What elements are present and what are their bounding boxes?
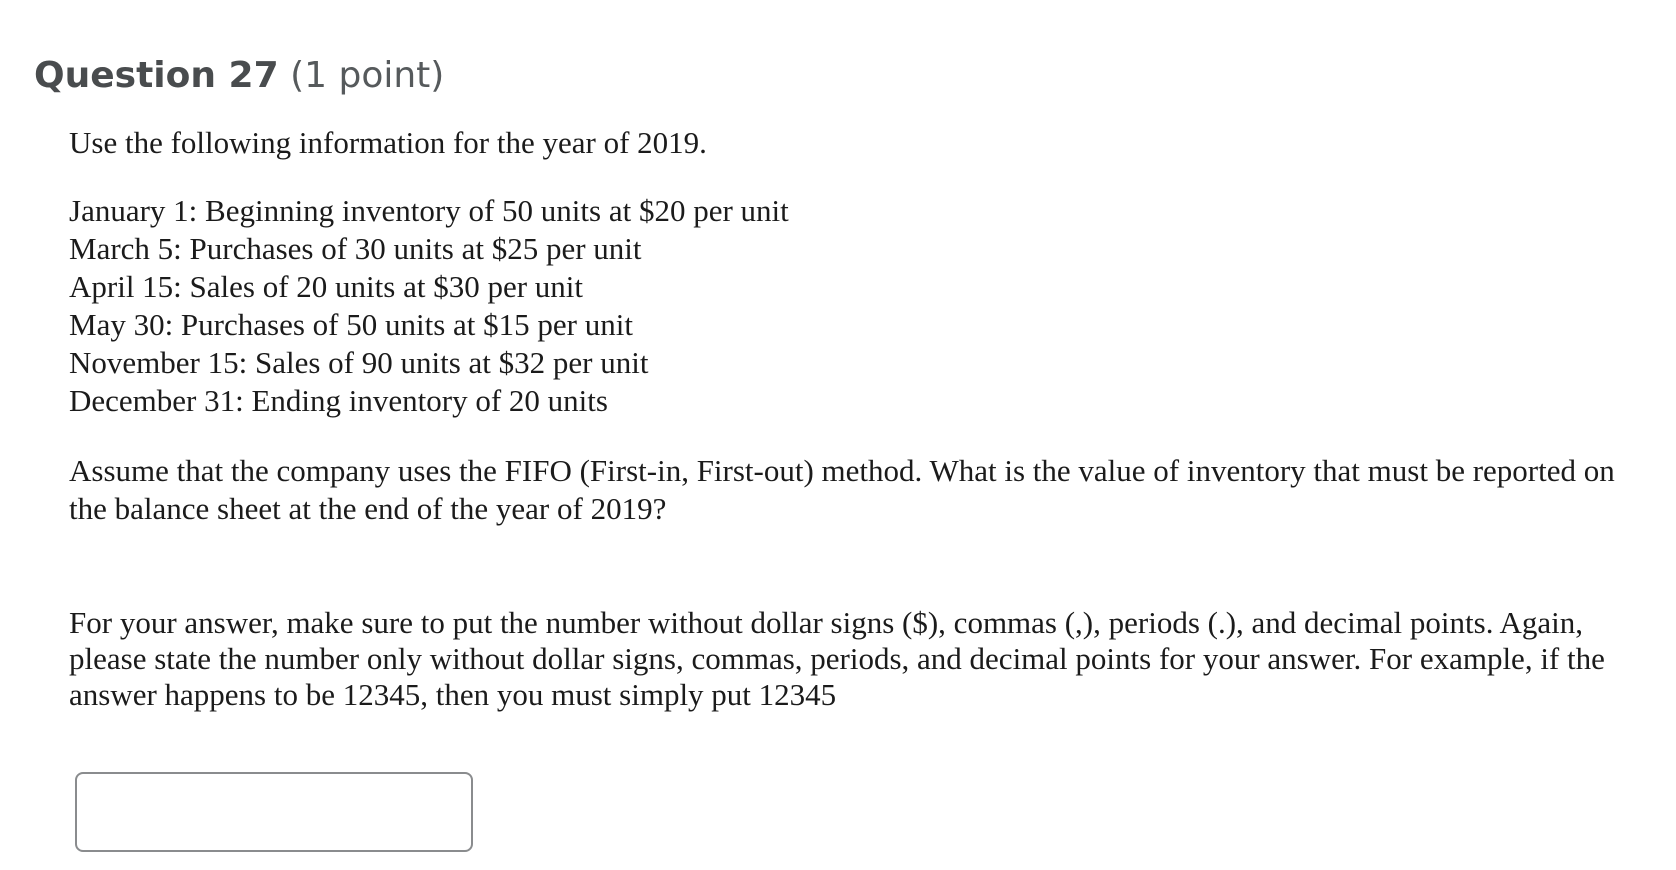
transaction-item: April 15: Sales of 20 units at $30 per unit (69, 269, 584, 304)
question-title: Question 27 (34, 55, 279, 96)
transaction-item: November 15: Sales of 90 units at $32 per unit (69, 345, 649, 380)
transaction-item: December 31: Ending inventory of 20 units (69, 383, 608, 418)
question-points: (1 point) (290, 55, 445, 96)
transaction-item: January 1: Beginning inventory of 50 units at $20 per unit (69, 193, 789, 228)
question-intro: Use the following information for the year of 2019. (69, 125, 707, 160)
answer-instructions: For your answer, make sure to put the number without dollar signs ($), commas (,), periods (.), and decimal points. Again, please state the number only without dollar signs, commas, periods, and decimal points for your answer. For example, if the answer happens to be 12345, then you must simply put 12345 (69, 605, 1605, 712)
transaction-item: May 30: Purchases of 50 units at $15 per unit (69, 307, 633, 342)
transaction-list (69, 192, 1629, 420)
answer-input[interactable] (75, 772, 473, 852)
question-body (69, 124, 1629, 713)
question-header (34, 52, 444, 100)
transaction-item: March 5: Purchases of 30 units at $25 per unit (69, 231, 642, 266)
question-prompt: Assume that the company uses the FIFO (First-in, First-out) method. What is the value of inventory that must be reported on the balance sheet at the end of the year of 2019? (69, 453, 1615, 526)
